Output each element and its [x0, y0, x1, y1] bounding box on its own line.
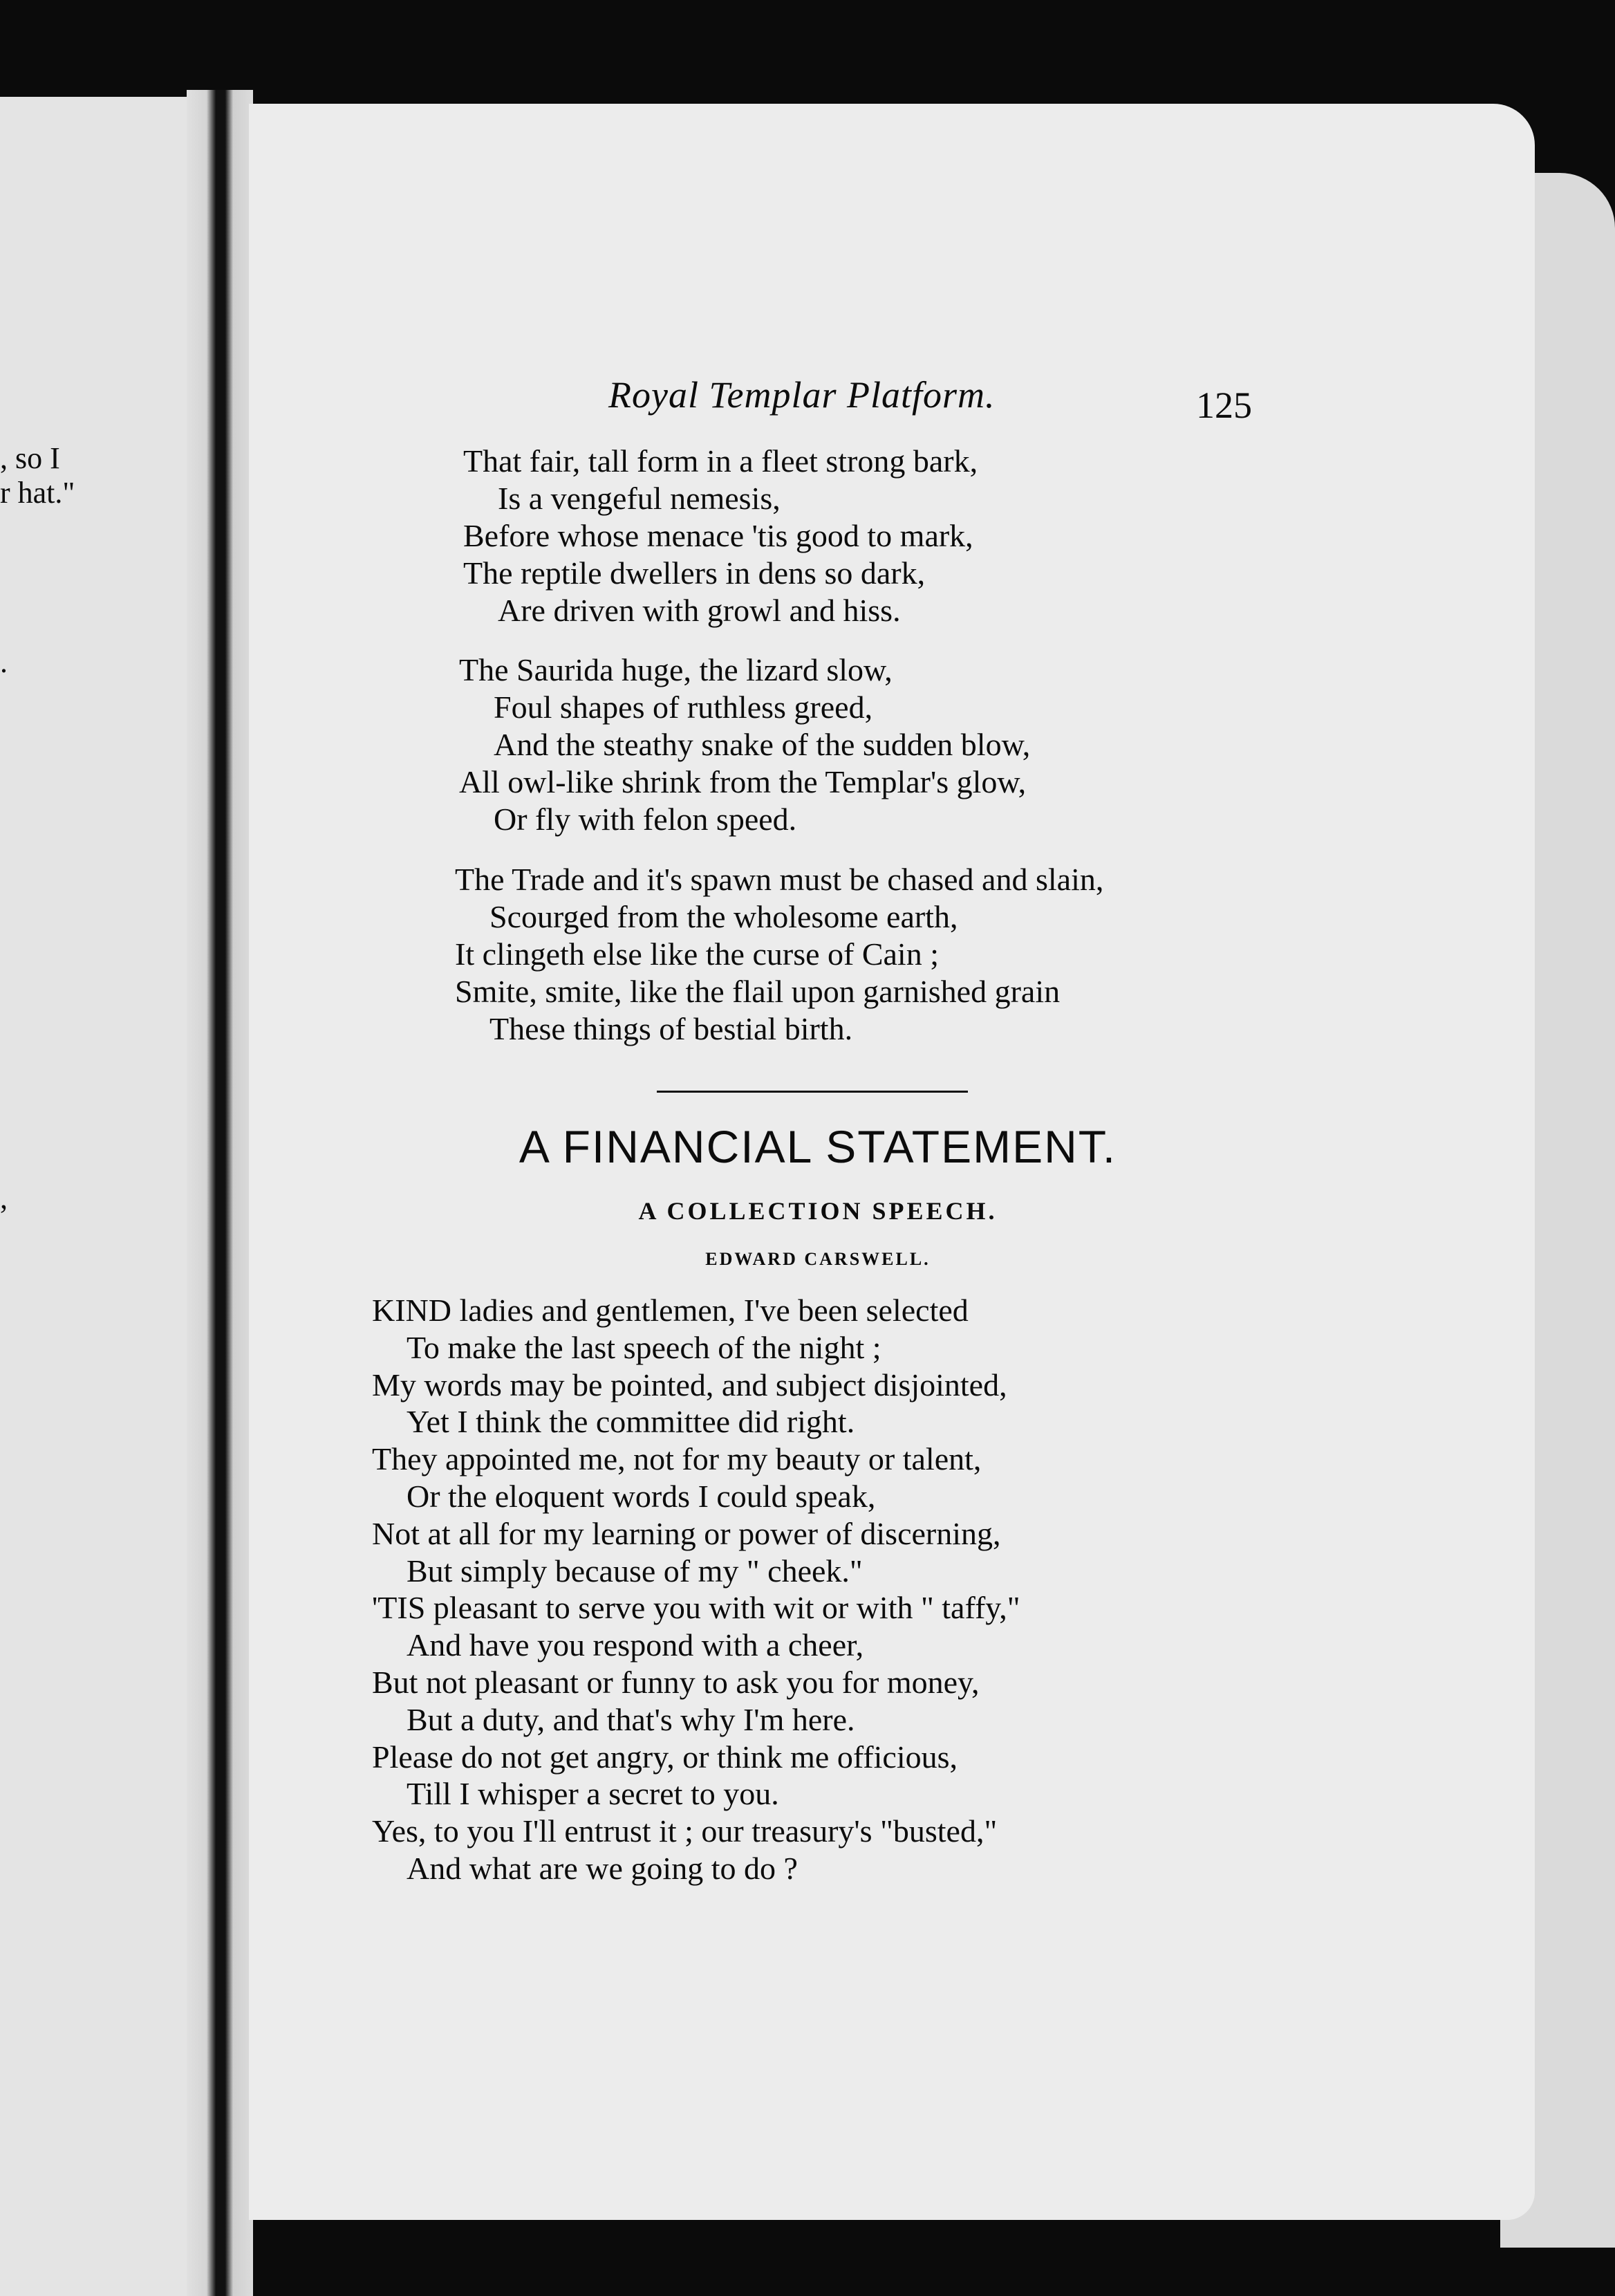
- poem-stanza: [463, 443, 978, 629]
- section-subtitle: A COLLECTION SPEECH.: [638, 1197, 998, 1225]
- speech-line: They appointed me, not for my beauty or talent,: [372, 1441, 982, 1477]
- poem-line: It clingeth else like the curse of Cain ;: [455, 936, 939, 972]
- poem-line: Is a vengeful nemesis,: [498, 481, 781, 516]
- left-page-text-fragment: , so I: [0, 441, 60, 475]
- speech-line: And have you respond with a cheer,: [407, 1627, 864, 1663]
- section-title: A FINANCIAL STATEMENT.: [519, 1121, 1117, 1172]
- poem-line: That fair, tall form in a fleet strong bark,: [463, 443, 978, 479]
- speech-line: My words may be pointed, and subject disjointed,: [372, 1367, 1007, 1402]
- speech-line: Please do not get angry, or think me officious,: [372, 1739, 958, 1775]
- speech-line: KIND ladies and gentlemen, I've been selected: [372, 1293, 969, 1328]
- left-page-text-fragment: r hat.": [0, 476, 75, 510]
- speech-line: Yet I think the committee did right.: [407, 1404, 855, 1440]
- poem-line: Are driven with growl and hiss.: [498, 593, 901, 628]
- speech-line: But simply because of my " cheek.": [407, 1553, 863, 1589]
- poem-line: Scourged from the wholesome earth,: [489, 899, 958, 934]
- poem-stanza: [459, 651, 1030, 838]
- poem-line: These things of bestial birth.: [489, 1011, 853, 1046]
- speech-line: Not at all for my learning or power of discerning,: [372, 1515, 1001, 1551]
- page-number: 125: [1196, 385, 1252, 426]
- left-page-text-fragment: ,: [0, 1181, 8, 1215]
- section-divider: [657, 1091, 968, 1093]
- poem-line: Foul shapes of ruthless greed,: [494, 689, 873, 725]
- speech-line: 'TIS pleasant to serve you with wit or with " taffy,": [372, 1590, 1020, 1626]
- poem-line: Smite, smite, like the flail upon garnished grain: [455, 974, 1061, 1009]
- left-page-text-fragment: .: [0, 645, 8, 679]
- poem-line: And the steathy snake of the sudden blow,: [494, 727, 1031, 762]
- poem-line: The Saurida huge, the lizard slow,: [459, 652, 893, 687]
- poem-stanza: [455, 861, 1103, 1048]
- poem-line: Or fly with felon speed.: [494, 802, 797, 837]
- poem-line: The reptile dwellers in dens so dark,: [463, 555, 926, 591]
- poem-line: All owl-like shrink from the Templar's glow,: [459, 764, 1027, 799]
- speech-line: And what are we going to do ?: [407, 1850, 798, 1886]
- running-head: Royal Templar Platform.: [608, 374, 996, 416]
- speech-line: Yes, to you I'll entrust it ; our treasury's "busted,": [372, 1813, 998, 1849]
- speech-line: But a duty, and that's why I'm here.: [407, 1701, 855, 1737]
- poem-line: Before whose menace 'tis good to mark,: [463, 518, 973, 553]
- speech-line: Or the eloquent words I could speak,: [407, 1478, 876, 1514]
- speech-line: To make the last speech of the night ;: [407, 1329, 881, 1365]
- author-name: EDWARD CARSWELL.: [705, 1249, 931, 1269]
- speech-line: Till I whisper a secret to you.: [407, 1776, 779, 1812]
- speech-line: But not pleasant or funny to ask you for money,: [372, 1664, 980, 1700]
- poem-line: The Trade and it's spawn must be chased and slain,: [455, 862, 1104, 897]
- book-gutter: [187, 90, 253, 2296]
- speech-text: [372, 1292, 1020, 1887]
